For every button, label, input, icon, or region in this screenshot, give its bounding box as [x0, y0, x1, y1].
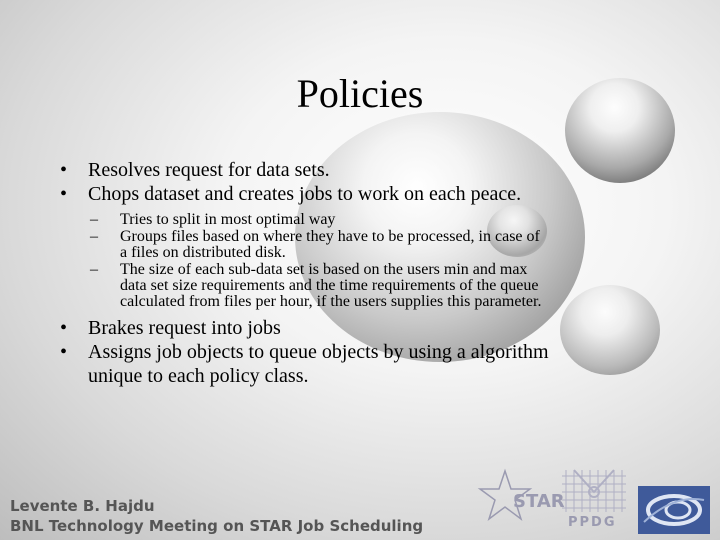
dash-icon: –: [90, 228, 98, 245]
footer: [10, 496, 423, 536]
bullet-dot-icon: •: [60, 183, 68, 205]
sub-bullet: – Groups files based on where they have to be processed, in case of a files on distributed disk.: [90, 228, 540, 261]
footer-author: Levente B. Hajdu: [10, 497, 155, 515]
sub-bullet: – The size of each sub-data set is based on the users min and max data set size requirements and the time requirements of the queue calculated from files per hour, if the users supplies this parameter.: [90, 261, 542, 310]
bullet: • Resolves request for data sets.: [60, 159, 330, 181]
dash-icon: –: [90, 211, 98, 228]
dash-icon: –: [90, 261, 98, 278]
ppdg-logo-text: PPDG: [568, 515, 617, 530]
star-logo-icon: [475, 467, 565, 529]
blue-swirl-logo-icon: [638, 486, 710, 534]
slide-title: Policies: [296, 71, 424, 116]
bullet-dot-icon: •: [60, 317, 68, 339]
bullet: • Brakes request into jobs: [60, 317, 281, 339]
slide-body: [60, 158, 660, 388]
bullet: • Chops dataset and creates jobs to work on each peace.: [60, 183, 522, 205]
footer-meeting: BNL Technology Meeting on STAR Job Scheduling: [10, 517, 424, 535]
bullet: • Assigns job objects to queue objects by using a algorithm unique to each policy class.: [60, 341, 549, 387]
star-logo-text: STAR: [513, 491, 565, 512]
bullet-dot-icon: •: [60, 159, 68, 181]
bullet-dot-icon: •: [60, 341, 68, 363]
sub-bullet: – Tries to split in most optimal way: [90, 211, 336, 228]
